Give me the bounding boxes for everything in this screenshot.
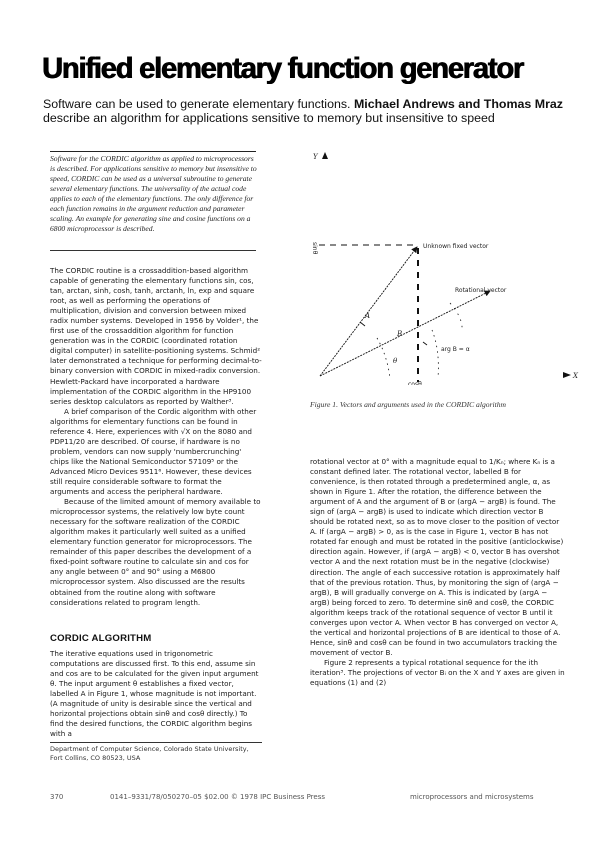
body-paragraph: The iterative equations used in trigonometric computations are discussed first. To this end, assume sin and cos are to be calculated for the given input argument θ. The input argument θ establishes a fixed vector, labelled A in Figure 1, whose magnitude is not important. (A magnitude of unity is desirable since the vertical and horizontal projections obtain sinθ and cosθ directly.) To find the desired functions, the CORDIC algorithm begins with a bbox=[50, 649, 259, 739]
figure-1 bbox=[305, 150, 580, 385]
body-paragraph: Figure 2 represents a typical rotational sequence for the ith iteration³. The projections of vector Bᵢ on the X and Y axes are given in equations (1) and (2) bbox=[310, 657, 565, 688]
abstract-top-rule bbox=[50, 151, 256, 152]
vector-diagram bbox=[305, 150, 580, 385]
sin-theta-label: sinθ bbox=[311, 242, 318, 255]
journal-name: microprocessors and microsystems bbox=[410, 793, 534, 801]
publication-code: 0141–9331/78/050270–05 $02.00 © 1978 IPC Business Press bbox=[110, 793, 326, 801]
figure-caption: Figure 1. Vectors and arguments used in the CORDIC algorithm bbox=[310, 400, 507, 409]
body-paragraph: A brief comparison of the Cordic algorithm with other algorithms for elementary functions can be found in reference 4. Here, experiences with √X on the 8080 and PDP11/20 are described. Of course, if hardware is no problem, vendors can now supply 'numbercrunching' chips like the National Semiconductor 57109⁵ or the Advanced Micro Devices 9511⁶. However, these devices still require considerable software to format the arguments and access the peripheral hardware. bbox=[50, 406, 257, 497]
body-column-left bbox=[50, 266, 262, 608]
page-number: 370 bbox=[50, 793, 64, 801]
footnote-affiliation bbox=[50, 745, 270, 763]
x-axis-icon bbox=[563, 372, 571, 378]
abstract: Software for the CORDIC algorithm as applied to microprocessors is described. For applications sensitive to memory but insensitive to speed, CORDIC can be used as a universal subroutine to generate several elementary functions. The universality of the actual code applies to each of the elementary functions. The only difference for each function remains in the argument reduction and parameter scaling. An example for generating sine and cosine functions on a 6800 microprocessor is described. bbox=[50, 154, 257, 234]
footnote-rule bbox=[50, 742, 262, 743]
x-axis-label: X bbox=[573, 372, 578, 380]
article-title: Unified elementary function generator bbox=[42, 52, 524, 85]
standfirst-rest: describe an algorithm for applications sensitive to memory but insensitive to speed bbox=[43, 111, 495, 126]
standfirst-lead: Software can be used to generate elementary functions. bbox=[43, 97, 351, 111]
arg-b-alpha-label: arg B = α bbox=[441, 346, 470, 353]
section-heading: CORDIC ALGORITHM bbox=[50, 633, 152, 644]
body-paragraph: The CORDIC routine is a crossaddition-based algorithm capable of generating the elementary functions sin, cos, tan, arctan, sinh, cosh, tanh, arctanh, ln, exp and square root, as well as performing the operations of multiplication, division and conversion between mixed radix number systems. Developed in 1956 by Volder¹, the first use of the crossaddition algorithm for function generation was in the CORDIC (coordinated rotation digital computer) in satellite-positioning systems. Schmid² later demonstrated a technique for performing decimal-to-binary conversion with CORDIC in mixed-radix conversion. Hewlett-Packard have incorporated a hardware implementation of the CORDIC algorithm in the HP9100 series desktop calculators as reported by Walther³. bbox=[50, 266, 262, 406]
body-column-right bbox=[310, 457, 568, 688]
rotational-vector-label: Rotational vector bbox=[455, 287, 507, 294]
y-axis-icon bbox=[322, 152, 328, 159]
y-axis-label: Y bbox=[313, 153, 318, 161]
fixed-vector-label: Unknown fixed vector bbox=[423, 243, 489, 250]
theta-label: θ bbox=[393, 357, 398, 365]
body-paragraph: Because of the limited amount of memory available to microprocessor systems, the relatively low byte count necessary for the software realization of the CORDIC algorithm makes it particularly well suited as a unified elementary function generator for microprocessors. The remainder of this paper describes the development of a fixed-point software routine to calculate sin and cos for any angle between 0° and 90° using a M6800 microprocessor system. Also discussed are the results obtained from the routine along with software considerations related to program length. bbox=[50, 497, 261, 607]
abstract-bottom-rule bbox=[50, 250, 256, 251]
body-column-left-section bbox=[50, 649, 262, 739]
footnote-line: Fort Collins, CO 80523, USA bbox=[50, 754, 141, 762]
standfirst bbox=[43, 97, 563, 125]
footnote-line: Department of Computer Science, Colorado State University, bbox=[50, 745, 249, 753]
vector-b-label: B bbox=[397, 330, 403, 338]
vector-a-label: A bbox=[365, 312, 371, 320]
cos-theta-label: cosθ bbox=[408, 381, 422, 385]
body-paragraph: rotational vector at 0° with a magnitude equal to 1/Kₙ; where Kₙ is a constant defined later. The rotational vector, labelled B for convenience, is then rotated through a predetermined angle, α, as shown in Figure 1. After the rotation, the difference between the argument of A and the argument of B or (argA − argB) is found. The sign of (argA − argB) is used to indicate which direction vector B should be rotated next, so as to move closer to the position of vector A. If (argA − argB) > 0, as is the case in Figure 1, vector B has not rotated far enough and must be rotated in the positive (anticlockwise) direction again. However, if (argA − argB) < 0, vector B has overshot vector A and the next rotation must be in the negative (clockwise) direction. The angle of each successive rotation is approximately half that of the previous rotation. Thus, by monitoring the sign of (argA − argB), B will gradually converge on A. This is indicated by (argA − argB) being forced to zero. To determine sinθ and cosθ, the CORDIC algorithm keeps track of the rotational sequence of vector B until it converges upon vector A. When vector B has converged on vector A, the vertical and horizontal projections of B are identical to those of A. Hence, sinθ and cosθ can be found in two accumulators tracking the movement of vector B. bbox=[310, 457, 564, 657]
standfirst-authors: Michael Andrews and Thomas Mraz bbox=[353, 97, 563, 111]
